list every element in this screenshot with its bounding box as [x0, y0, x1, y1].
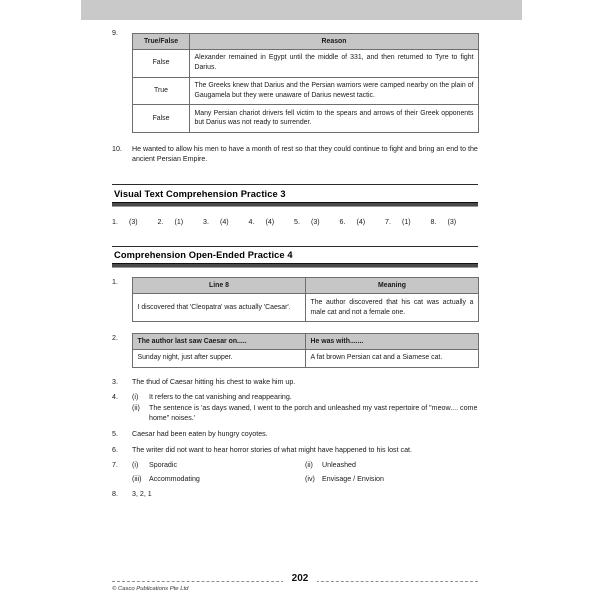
answer-item [340, 218, 386, 226]
answer-number: 1. [112, 217, 118, 226]
oe-question-2-number: 2. [112, 333, 118, 342]
answer-value: (1) [174, 217, 184, 226]
sub-text: Sporadic [149, 461, 177, 470]
column-header-reason: Reason [190, 34, 479, 50]
column-header-truefalse: True/False [133, 34, 190, 50]
column-header-he-was-with: He was with....... [306, 333, 479, 349]
oe-question-5-number: 5. [112, 429, 118, 438]
oe-question-7-number: 7. [112, 461, 118, 470]
oe-question-2-table [132, 333, 479, 368]
answer-number: 6. [339, 217, 346, 226]
mcq-answer-row [112, 218, 478, 226]
oe-question-7-item-ii [305, 460, 478, 470]
oe-question-4 [112, 392, 478, 423]
table-header-row [133, 278, 479, 294]
sub-marker: (ii) [132, 403, 140, 412]
answer-item [112, 218, 158, 226]
table-row [133, 349, 479, 367]
column-header-last-saw: The author last saw Caesar on..... [133, 333, 306, 349]
cell-verdict: False [133, 49, 190, 77]
oe-question-4-item-ii [132, 403, 478, 424]
oe-question-3-number: 3. [112, 377, 118, 386]
section-comprehension-open-ended [112, 246, 478, 269]
question-10-number: 10. [112, 144, 122, 153]
answer-item [203, 218, 249, 226]
answer-value: (4) [220, 217, 229, 226]
oe-answer-list [112, 377, 478, 500]
oe-question-1-number: 1. [112, 278, 118, 287]
answer-item [158, 218, 204, 226]
oe-question-7-item-iii [132, 474, 305, 484]
oe-question-6-text: The writer did not want to hear horror stories of what might have happened to his lost cat. [132, 445, 412, 454]
question-9-table [132, 33, 479, 133]
answer-item [249, 218, 295, 226]
cell-reason: Many Persian chariot drivers fell victim to the spears and arrows of their Greek opponents but Darius was not ready to surrender. [190, 105, 479, 133]
oe-question-6 [112, 445, 478, 455]
answer-item [385, 218, 431, 226]
oe-question-7 [112, 460, 478, 484]
oe-question-7-item-iv [305, 474, 478, 484]
sub-text: Unleashed [322, 461, 356, 470]
sub-marker: (i) [132, 393, 139, 402]
oe-question-5 [112, 429, 478, 439]
oe-question-7-row-2 [132, 474, 478, 484]
answer-item [294, 218, 340, 226]
answer-value: (3) [129, 217, 138, 226]
cell-he-was-with: A fat brown Persian cat and a Siamese cat. [306, 349, 479, 367]
answer-value: (3) [311, 217, 320, 226]
answer-value: (1) [402, 217, 411, 226]
table-header-row [133, 333, 479, 349]
oe-question-8-number: 8. [112, 490, 118, 499]
answer-item [431, 218, 477, 226]
cell-meaning: The author discovered that his cat was actually a male cat and not a female one. [306, 294, 479, 322]
sub-marker: (i) [132, 461, 139, 470]
cell-verdict: True [133, 77, 190, 105]
answer-number: 5. [294, 217, 300, 226]
sub-text: The sentence is 'as days waned, I went to the porch and unleashed my vast repertoire of "meow.... come home" noises.' [149, 403, 478, 423]
sub-text: Accommodating [149, 474, 200, 483]
column-header-line8: Line 8 [133, 278, 306, 294]
cell-verdict: False [133, 105, 190, 133]
section-visual-text-comprehension [112, 184, 478, 207]
sub-marker: (iv) [305, 474, 315, 483]
cell-last-saw: Sunday night, just after supper. [133, 349, 306, 367]
oe-question-5-text: Caesar had been eaten by hungry coyotes. [132, 429, 268, 438]
page-number-value: 202 [283, 573, 318, 584]
page-content [112, 28, 478, 505]
answer-number: 4. [248, 217, 255, 226]
question-10-text: He wanted to allow his men to have a month of rest so that they could continue to fight and bring an end to the ancient Persian Empire. [132, 144, 478, 164]
oe-question-8-text: 3, 2, 1 [132, 490, 152, 499]
table-header-row [133, 34, 479, 50]
sub-marker: (iii) [132, 474, 142, 483]
question-10 [112, 144, 478, 165]
section-title: Comprehension Open-Ended Practice 4 [114, 250, 293, 261]
oe-question-7-item-i [132, 460, 305, 470]
question-9-number: 9. [112, 29, 118, 37]
section-title: Visual Text Comprehension Practice 3 [114, 188, 286, 199]
answer-value: (3) [447, 217, 457, 226]
answer-value: (4) [356, 217, 366, 226]
answer-number: 3. [203, 217, 209, 226]
answer-number: 8. [430, 217, 437, 226]
answer-number: 2. [157, 217, 164, 226]
cell-reason: The Greeks knew that Darius and the Persian warriors were camped nearby on the plain of Gaugamela but they were unaware of Darius newest tactic. [190, 77, 479, 105]
copyright-notice: © Casco Publications Pte Ltd [112, 586, 193, 592]
oe-question-6-number: 6. [112, 445, 118, 454]
column-header-meaning: Meaning [306, 278, 479, 294]
table-row [133, 77, 479, 105]
cell-reason: Alexander remained in Egypt until the middle of 331, and then returned to Tyre to fight Darius. [190, 49, 479, 77]
top-gray-band [81, 0, 522, 20]
sub-text: It refers to the cat vanishing and reappearing. [149, 393, 292, 402]
page-footer [0, 568, 600, 608]
cell-line8: I discovered that 'Cleopatra' was actually 'Caesar'. [133, 294, 306, 322]
oe-question-1-table [132, 277, 479, 322]
oe-question-4-item-i [132, 392, 478, 402]
table-row [133, 105, 479, 133]
table-row [133, 294, 479, 322]
answer-number: 7. [385, 217, 391, 226]
oe-question-4-number: 4. [112, 393, 118, 402]
page-number [0, 573, 600, 584]
oe-question-3-text: The thud of Caesar hitting his chest to wake him up. [132, 377, 296, 386]
oe-question-3 [112, 377, 478, 387]
sub-text: Envisage / Envision [322, 474, 384, 483]
page-canvas [0, 20, 600, 600]
oe-question-8 [112, 489, 478, 499]
heading-rule-bottom [112, 263, 478, 268]
heading-rule-bottom [112, 202, 478, 207]
answer-value: (4) [265, 217, 275, 226]
sub-marker: (ii) [305, 461, 313, 470]
table-row [133, 49, 479, 77]
oe-question-7-row-1 [132, 460, 478, 470]
